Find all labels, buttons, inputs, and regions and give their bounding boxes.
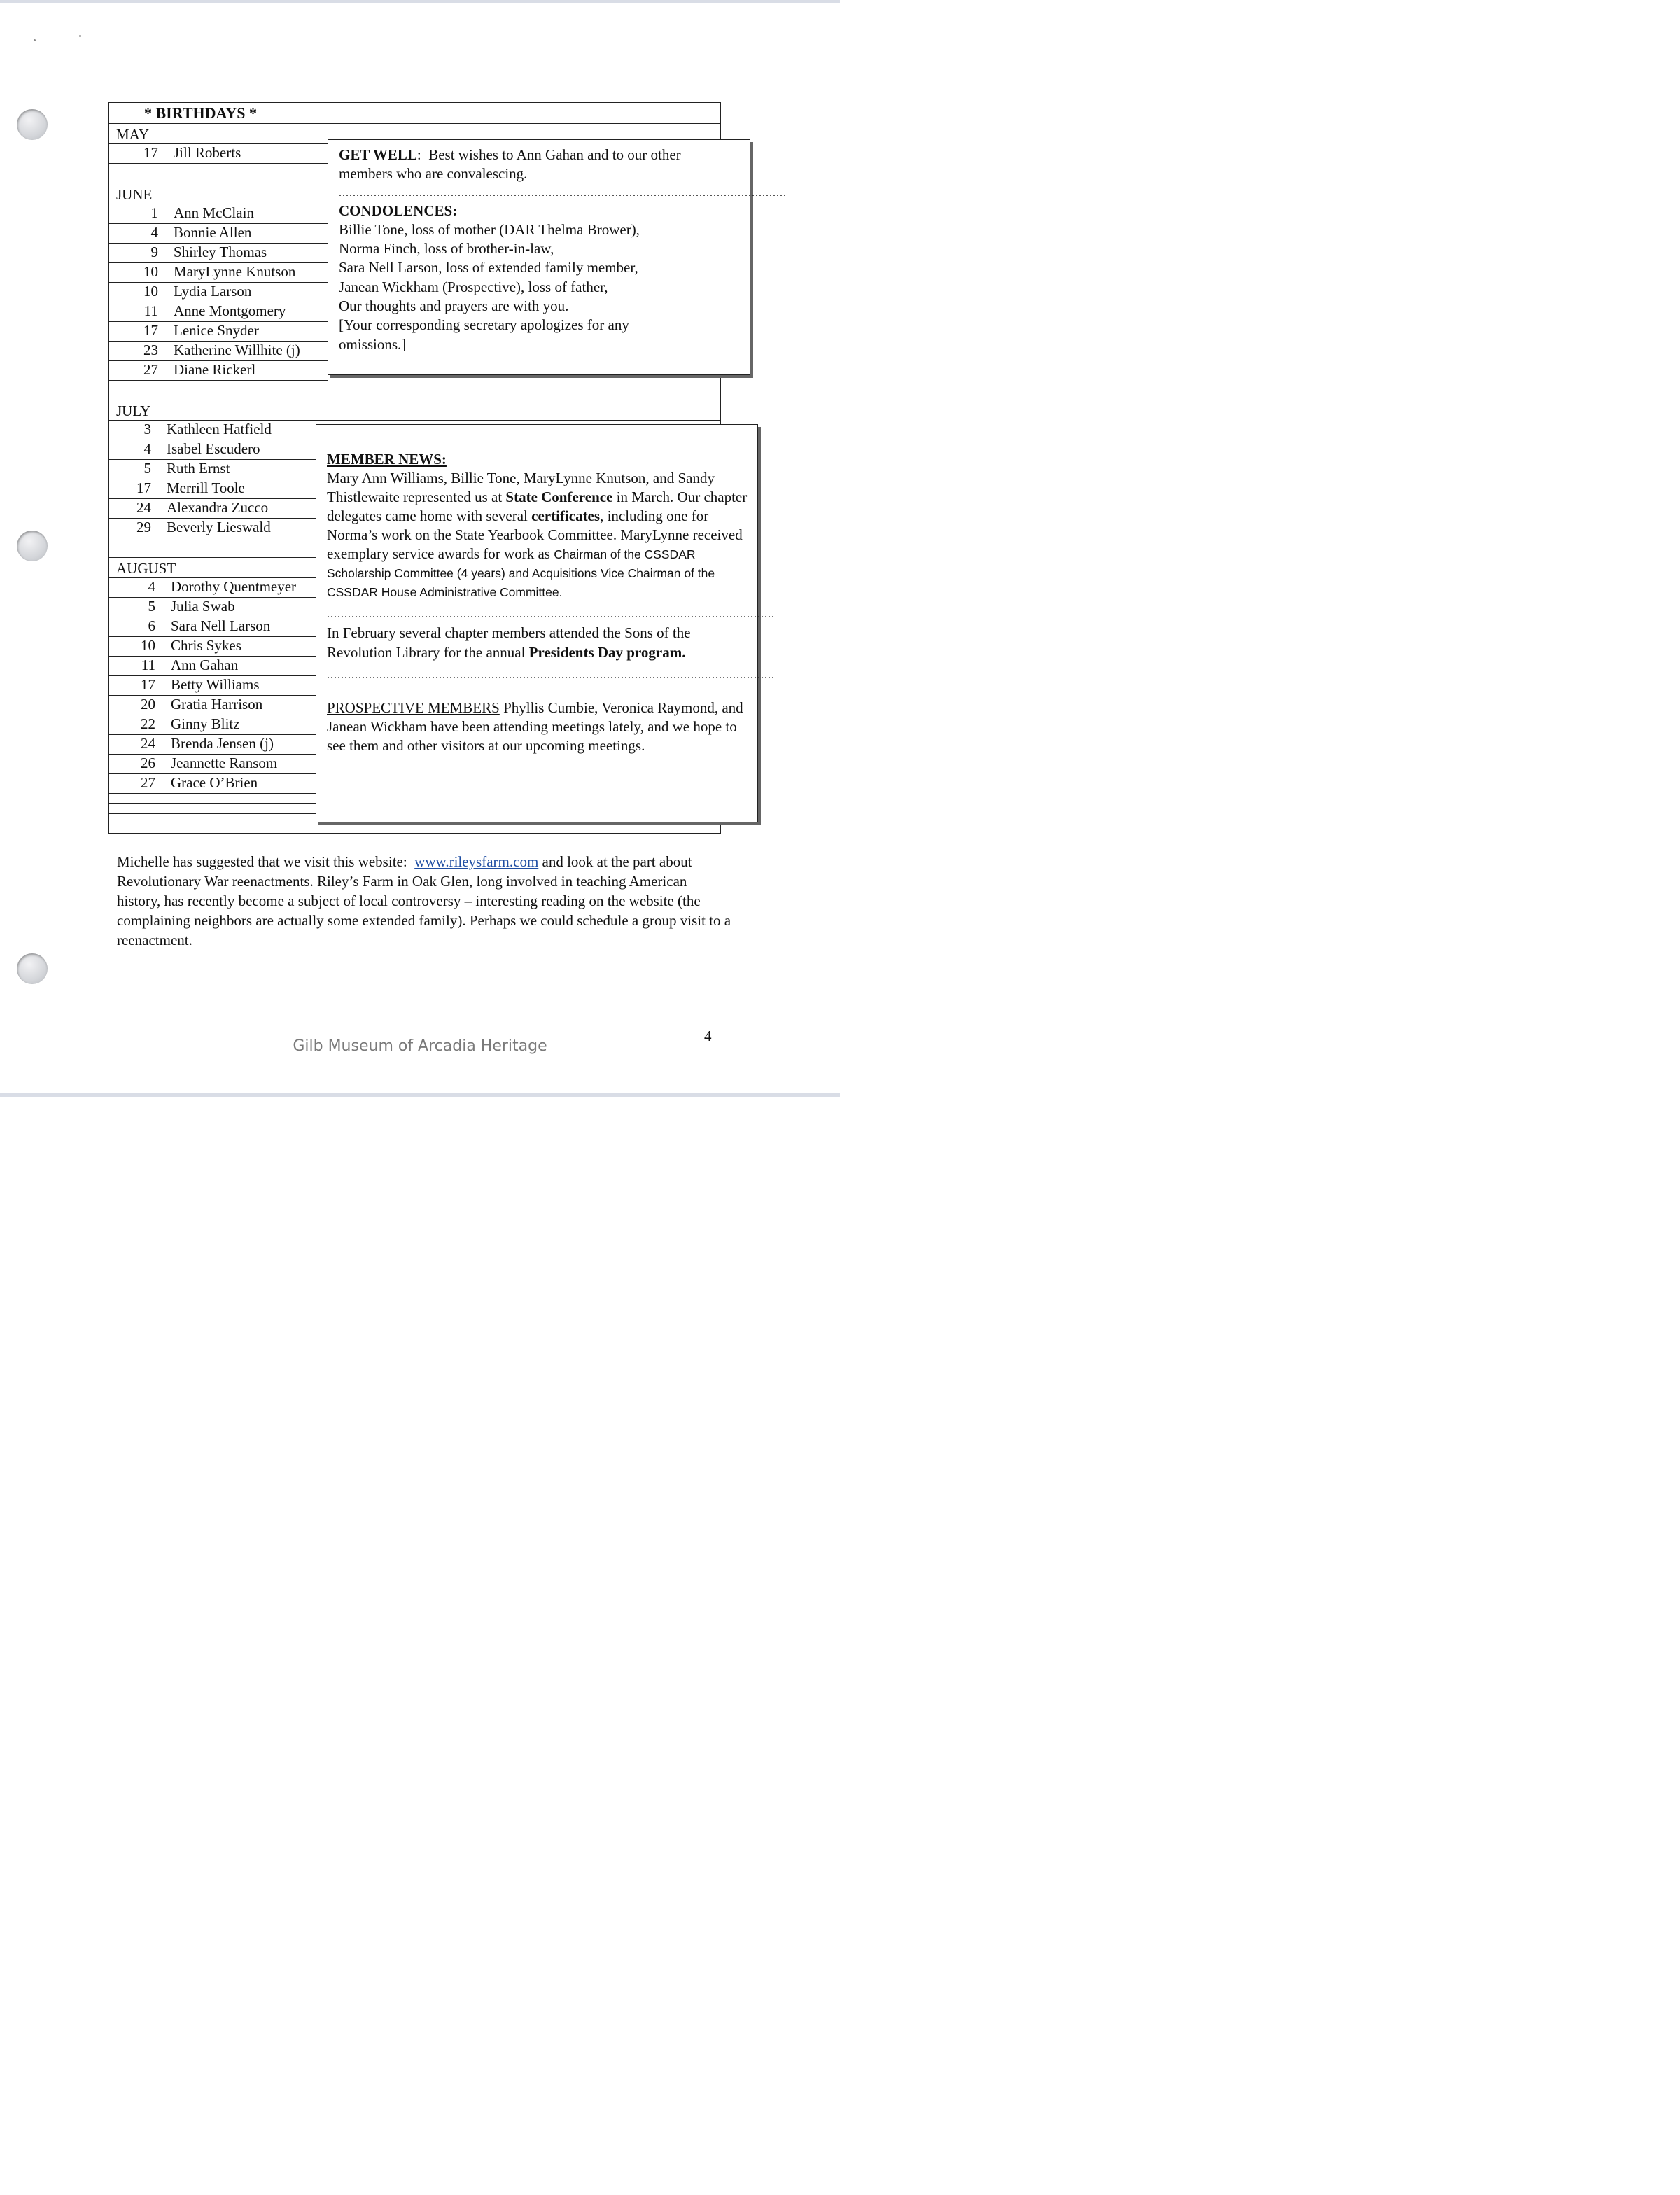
dotted-separator: ................................................................................................................................ (339, 186, 787, 199)
birthday-day: 27 (141, 774, 155, 791)
birthday-entry (109, 518, 316, 537)
birthday-name: Ann Gahan (171, 657, 239, 673)
birthday-name: Jill Roberts (174, 144, 241, 161)
dotted-separator: ................................................................................................................................ (327, 608, 775, 621)
birthday-entry (109, 479, 316, 498)
birthday-day: 3 (144, 421, 151, 437)
birthday-name: Katherine Willhite (j) (174, 342, 300, 358)
birthday-name: Bonnie Allen (174, 224, 252, 241)
month-header: MAY (116, 126, 150, 143)
table-row-divider (109, 557, 316, 558)
scan-speck (34, 39, 36, 41)
member-news-paragraph: Mary Ann Williams, Billie Tone, MaryLynne Knutson, and Sandy Thistlewaite represented us at State Conference in March. Our chapter delegates came home with several certificates, including one for Norma’s work on the State Yearbook Committee. MaryLynne received exemplary service awards for work as Chairman of the CSSDAR Scholarship Committee (4 years) and Acquisitions Vice Chairman of the CSSDAR House Administrative Committee. (327, 470, 748, 600)
condolence-line: Our thoughts and prayers are with you. (339, 297, 569, 315)
birthday-entry (109, 282, 328, 301)
museum-watermark: Gilb Museum of Arcadia Heritage (293, 1037, 547, 1055)
birthday-name: Jeannette Ransom (171, 755, 278, 771)
birthday-name: MaryLynne Knutson (174, 263, 296, 280)
condolence-line: [Your corresponding secretary apologizes for any (339, 316, 629, 334)
birthday-day: 4 (148, 578, 155, 595)
month-header: JUNE (116, 186, 153, 203)
birthday-entry (109, 204, 328, 223)
birthday-entry (109, 302, 328, 321)
birthday-day: 24 (136, 499, 151, 516)
prospective-members-heading: PROSPECTIVE MEMBERS (327, 699, 500, 716)
condolence-line: Billie Tone, loss of mother (DAR Thelma Brower), (339, 220, 640, 238)
birthday-entry (109, 734, 316, 753)
rileysfarm-link[interactable]: www.rileysfarm.com (414, 853, 539, 870)
condolence-line: Janean Wickham (Prospective), loss of father, (339, 278, 608, 295)
birthday-day: 17 (141, 676, 155, 693)
birthday-entry (109, 754, 316, 773)
birthday-entry (109, 675, 316, 694)
birthday-day: 1 (150, 204, 158, 221)
birthday-name: Lenice Snyder (174, 322, 259, 339)
birthday-name: Dorothy Quentmeyer (171, 578, 297, 595)
birthday-name: Ruth Ernst (167, 460, 230, 477)
birthday-entry (109, 341, 328, 360)
birthday-day: 10 (144, 263, 158, 280)
condolence-line: Sara Nell Larson, loss of extended family member, (339, 259, 638, 276)
birthday-day: 11 (144, 302, 158, 319)
month-header: AUGUST (116, 560, 176, 577)
birthday-name: Isabel Escudero (167, 440, 260, 457)
get-well-paragraph: GET WELL: Best wishes to Ann Gahan and to our other (339, 146, 681, 163)
binder-hole-bottom (17, 953, 48, 984)
birthday-name: Sara Nell Larson (171, 617, 271, 634)
birthday-entry (109, 617, 316, 636)
birthday-entry (109, 773, 316, 792)
table-row-divider (109, 803, 316, 804)
birthday-entry (109, 360, 328, 379)
birthday-name: Julia Swab (171, 598, 235, 615)
scan-top-edge (0, 0, 840, 3)
birthday-day: 5 (144, 460, 151, 477)
member-news-box (316, 424, 775, 822)
condolence-line: Norma Finch, loss of brother-in-law, (339, 240, 554, 258)
birthday-day: 9 (150, 244, 158, 260)
condolences-heading: CONDOLENCES: (339, 202, 458, 219)
table-row-divider (109, 380, 328, 381)
birthday-day: 17 (144, 322, 158, 339)
birthday-name: Anne Montgomery (174, 302, 286, 319)
birthday-entry (109, 321, 328, 340)
birthday-name: Beverly Lieswald (167, 519, 271, 535)
birthday-day: 4 (144, 440, 151, 457)
birthday-entry (109, 715, 316, 734)
prospective-members-paragraph: PROSPECTIVE MEMBERS Phyllis Cumbie, Veronica Raymond, and Janean Wickham have been attending meetings lately, and we hope to see them and other visitors at our upcoming meetings. (327, 699, 743, 755)
get-well-text-2: members who are convalescing. (339, 165, 528, 183)
table-row-divider (109, 163, 328, 164)
birthday-entry (109, 498, 316, 517)
birthday-name: Merrill Toole (167, 479, 245, 496)
member-news-heading: MEMBER NEWS: (327, 451, 447, 468)
birthday-day: 27 (144, 361, 158, 378)
condolences-list (339, 220, 740, 354)
birthday-entry (109, 420, 316, 439)
birthday-entry (109, 577, 316, 596)
presidents-day-paragraph: In February several chapter members attended the Sons of the Revolution Library for the annual Presidents Day program. (327, 624, 691, 661)
birthday-entry (109, 223, 328, 242)
birthday-name: Diane Rickerl (174, 361, 256, 378)
get-well-condolences-box (328, 139, 787, 375)
birthday-entry (109, 459, 316, 478)
binder-hole-middle (17, 531, 48, 561)
table-row-divider (109, 813, 316, 814)
birthday-name: Alexandra Zucco (167, 499, 269, 516)
scan-bottom-edge (0, 1093, 840, 1098)
birthday-day: 22 (141, 715, 155, 732)
birthday-name: Chris Sykes (171, 637, 241, 654)
binder-hole-top (17, 109, 48, 140)
birthday-entry (109, 636, 316, 655)
birthday-name: Kathleen Hatfield (167, 421, 272, 437)
birthday-name: Lydia Larson (174, 283, 252, 300)
birthday-day: 20 (141, 696, 155, 713)
get-well-heading: GET WELL (339, 146, 417, 163)
birthday-day: 23 (144, 342, 158, 358)
birthday-name: Gratia Harrison (171, 696, 263, 713)
birthday-day: 17 (144, 144, 158, 161)
birthdays-title: * BIRTHDAYS * (109, 103, 720, 124)
condolence-line: omissions.] (339, 335, 407, 353)
birthday-entry (109, 597, 316, 616)
scan-speck (79, 35, 81, 37)
page-number: 4 (704, 1028, 712, 1044)
birthday-entry (109, 440, 316, 458)
birthday-entry (109, 262, 328, 281)
birthday-entry (109, 695, 316, 714)
birthday-day: 26 (141, 755, 155, 771)
birthday-day: 11 (141, 657, 155, 673)
rileys-farm-paragraph: Michelle has suggested that we visit this website: www.rileysfarm.com and look at the part about Revolutionary War reenactments. Riley’s Farm in Oak Glen, long involved in teaching American history, has recently become a subject of local controversy – interesting reading on the website (the complaining neighbors are actually some extended family). Perhaps we could schedule a group visit to a reenactment. (117, 853, 732, 948)
birthday-day: 17 (136, 479, 151, 496)
birthday-name: Betty Williams (171, 676, 260, 693)
birthday-day: 10 (141, 637, 155, 654)
birthday-entry (109, 656, 316, 675)
birthday-name: Shirley Thomas (174, 244, 267, 260)
birthday-day: 4 (150, 224, 158, 241)
birthday-day: 6 (148, 617, 155, 634)
birthday-entry (109, 143, 328, 162)
birthday-name: Ginny Blitz (171, 715, 240, 732)
get-well-text-1: Best wishes to Ann Gahan and to our other (421, 146, 681, 163)
birthday-day: 29 (136, 519, 151, 535)
birthday-name: Brenda Jensen (j) (171, 735, 274, 752)
birthday-day: 5 (148, 598, 155, 615)
birthday-day: 24 (141, 735, 155, 752)
birthday-name: Ann McClain (174, 204, 254, 221)
birthday-day: 10 (144, 283, 158, 300)
birthday-entry (109, 243, 328, 262)
month-header: JULY (116, 402, 151, 419)
birthday-name: Grace O’Brien (171, 774, 258, 791)
dotted-separator: ................................................................................................................................ (327, 668, 775, 681)
table-row-divider (109, 793, 316, 794)
